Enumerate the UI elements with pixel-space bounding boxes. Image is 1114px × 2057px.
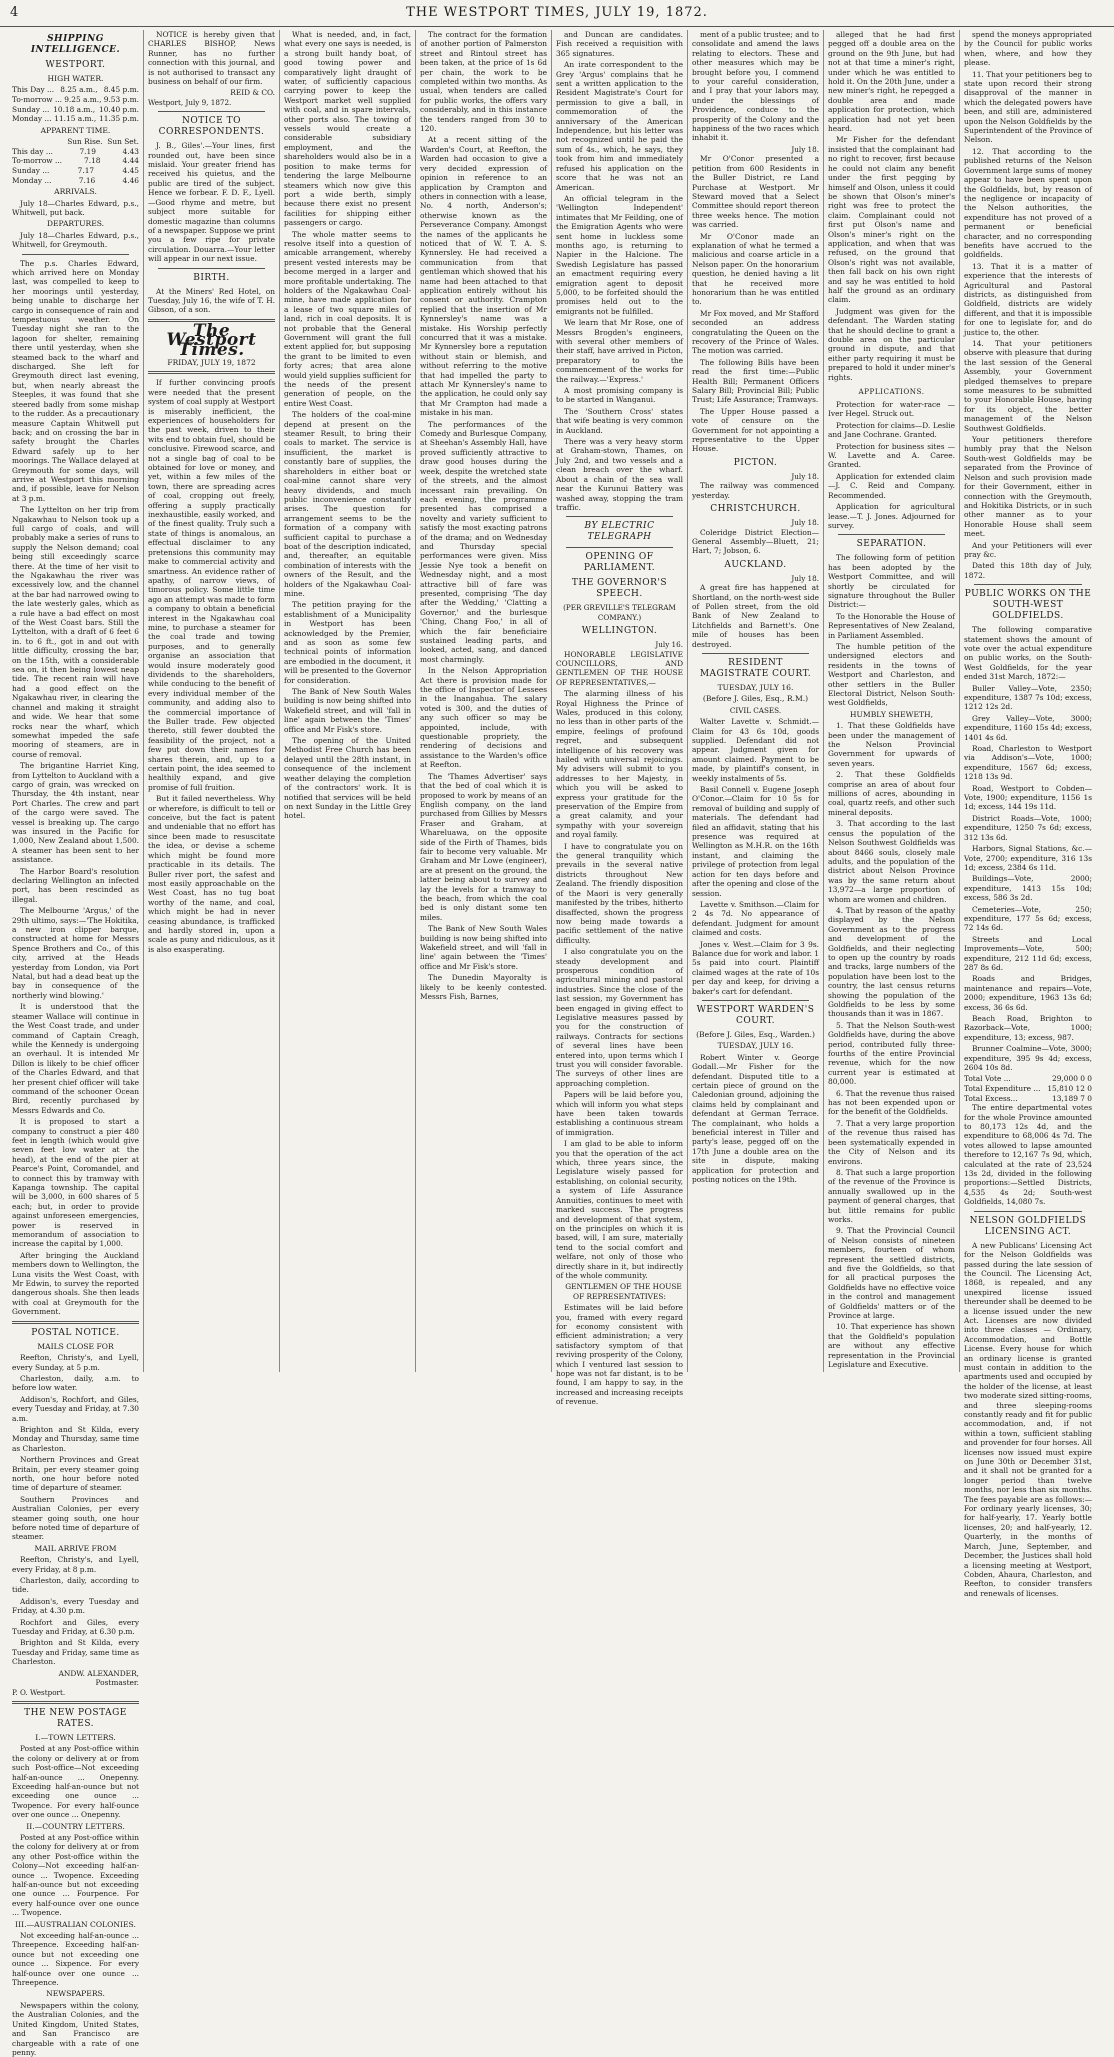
apparent-time-set: 4.45 [122, 165, 139, 175]
opening-of-parliament: OPENING OF PARLIAMENT. [583, 552, 656, 574]
public-works-item: Road, Charleston to Westport via Addison's—Vote, 1000; expenditure, 1567 6d; excess, 1218 13s 9d. [964, 744, 1092, 782]
news-paragraph: The performances of the Comedy and Burlesque Company, at Sheehan's Assembly Hall, have proved sufficiently attractive to draw good houses during the week, despite the wretched state of the streets, and the almost incessant rain prevailing. On each evening, the programme presented has comprised a novelty and variety sufficient to satisfy the most exacting patrons of the drama; and on Wednesday and Thursday special performances were given. Miss Jessie Nye took a benefit on Wednesday night, and a most attractive bill of fare was presented, comprising 'The day after the Wedding,' 'Clatting a Governor,' and the burlesque 'Ching, Chang Foo,' in all of which the fair beneficiaire sustained leading parts, and looked, acted, sang, and danced most charmingly. [420, 419, 547, 664]
application-item: Application for extended claim—J. C. Reid and Company. Recommended. [828, 471, 955, 500]
court-case: Walter Lavette v. Schmidt.—Claim for 43 6s 10d, goods supplied. Defendant did not appear. Judgment given for amount claimed. Payment to be made, by plaintiff's consent, in weekly instalments of 5s. [692, 717, 819, 783]
public-works-total-row [964, 1084, 1092, 1094]
public-works-total-row [964, 1094, 1092, 1104]
high-water-day: Monday ... [12, 114, 52, 124]
separation-intro: The following form of petition has been adopted by the Westport Committee, and will shortly be circulated for signature throughout the Buller District:— [828, 553, 955, 610]
petition-point: 9. That the Provincial Council of Nelson consists of nineteen members, fourteen of whom represent the settled districts, and five the Goldfields, so that for all practical purposes the Goldfields have no effective voice in the control and management of Goldfields' matters or of the Province at large. [828, 1226, 955, 1320]
christchurch-text: Coleridge District Election—General Assembly—Bluett, 21; Hart, 7; Jobson, 6. [692, 527, 819, 556]
mails-arrive-item: Charleston, daily, according to tide. [12, 1576, 139, 1595]
column-1 [8, 30, 144, 2057]
issue-date: FRIDAY, JULY 19, 1872 [167, 357, 256, 367]
high-water-row [12, 85, 139, 95]
apparent-time-label: APPARENT TIME. [40, 125, 111, 135]
apparent-time-rise: 7.18 [84, 156, 101, 166]
mails-close-item: Northern Provinces and Great Britain, per every steamer going north, one hour before noted time of departure of steamer. [12, 1455, 139, 1493]
australian-text: Not exceeding half-an-ounce ... Threepence. Exceeding half-an-ounce but not exceeding one ounce ... Sixpence. For every half-ounce over one ounce ... Threepence. [12, 1931, 139, 1988]
public-works-heading: PUBLIC WORKS ON THE SOUTH-WEST GOLDFIELDS. [964, 589, 1092, 622]
public-works-item: Beach Road, Brighton to Razorback—Vote, 1000; expenditure, 13; excess, 987. [964, 1014, 1092, 1042]
petition-point: 1. That these Goldfields have been under the management of the Nelson Provincial Government for upwards of seven years. [828, 721, 955, 768]
editorial-paragraph: If further convincing proofs were needed that the present system of coal supply at Westport is miserably inefficient, the experiences of householders for the past week, driven to their wits end to obtain fuel, should be conclusive. Firewood scarce, and not a single bag of coal to be obtained for love or money, and yet, within a few miles of the town, there are spreading acres of coal, cropping out freely, offering a supply practically inexhaustible, easily worked, and of the finest quality. Truly such a state of things is anomalous, an effectual disclaimer to any pretensions this community may make to commercial activity and smartness. An evidence rather of apathy, of narrow views, of timorous policy. Some little time ago an attempt was made to form a company to obtain a beneficial interest in the Ngakawhau coal mine, to purchase a steamer for the coal trade and towing purposes, and to generally organise an association that would insure moderately good dividends to the shareholders, while conducing to the benefit of every individual member of the community, and adding also to the commercial importance of the Buller trade. Few objected thereto, still fewer doubted the feasibility of the project, not a few put down their names for shares therein, and, up to a certain point, the idea seemed to healthily expand, and give promise of full fruition. [148, 378, 275, 792]
australian-label: III.—AUSTRALIAN COLONIES. [15, 1919, 136, 1929]
high-water-am: 10.18 a.m., [53, 104, 96, 114]
governors-speech: THE GOVERNOR'S SPEECH. [571, 578, 668, 600]
column-6 [688, 30, 824, 1372]
public-works-total-label: Total Excess... [964, 1093, 1018, 1103]
application-item: Application for agricultural lease.—T. J. Jones. Adjourned for survey. [828, 502, 955, 530]
high-water-table [12, 85, 139, 123]
application-item: Protection for water-race — Iver Hegel. Struck out. [828, 400, 955, 419]
shipping-paragraph: The p.s. Charles Edward, which arrived here on Monday last, was compelled to keep to her moorings until yesterday, being unable to discharge her cargo in consequence of rain and tempestuous weather. On Tuesday night she ran to the lagoon for shelter, remaining there until yesterday, when she steamed back to the wharf and discharged. She left for Greymouth direct last evening, but, when nearly abreast the Steeples, it was found that she steered badly from some mishap to the rudder. As a precautionary measure Captain Whitwell put back; and on crossing the bar in safety brought the Charles Edward safely up to her moorings. The Wallace delayed at Greymouth for some days, will arrive at Westport this morning and, if possible, leave for Nelson at 3 p.m. [12, 258, 139, 503]
apparent-time-row [12, 156, 139, 166]
petition-point: 8. That such a large proportion of the revenue of the Province is annually swallowed up in the payment of general charges, that but little remains for public works. [828, 1167, 955, 1224]
separation-heading: SEPARATION. [856, 539, 927, 550]
apparent-time-day: To-morrow ... [12, 156, 62, 166]
postmaster-title: Postmaster. [95, 1678, 139, 1688]
correspondents-text: J. B., Giles'.—Your lines, first rounded out, have been since mislaid. Your greater friend has received his quietus, and the public are tired of the subject. Hence we forbear. F. D. F., Lyell.—Good rhyme and metre, but subject more suitable for domestic magazine than columns of a newspaper. Suppose we print you a few ripe for private circulation. Douarra.—Your letter will appear in our next issue. [148, 141, 275, 264]
news-paragraph: and Duncan are candidates. Fish received a requisition with 365 signatures. [556, 30, 683, 58]
house-p3: Mr Fox moved, and Mr Stafford seconded an address congratulating the Queen on the recovery of the Prince of Wales. The motion was carried. [692, 308, 819, 356]
local-news [420, 30, 547, 1001]
apparent-time-set: 4.43 [122, 146, 139, 156]
editorial-paragraph: The whole matter seems to resolve itself into a question of amicable arrangement, whereby present vested interests may be become merged in a larger and more profitable undertaking. The holders of the Ngakawhau Coal-mine, have made application for a lease of two square miles of land, rich in coal deposits. It is not probable that the General Government will grant the full extent applied for, but supposing the grant to be limited to even forty acres; that area alone would yield supplies sufficient for the needs of the present generation of people, on the entire West Coast. [284, 229, 411, 408]
petition-point: 12. That according to the published returns of the Nelson Government large sums of money appear to have been spent upon the Goldfields, but, by reason of the negligence or incapacity of the Nelson authorities, the expenditure has not proved of a permanent or beneficial character, and no corresponding benefits have accrued to the goldfields. [964, 146, 1092, 260]
newspapers-text: Newspapers within the colony, the Australian Colonies, and the United Kingdom, United States, and San Francisco are chargeable with a rate of one penny. [12, 2000, 139, 2057]
apparent-time-row [12, 166, 139, 176]
news-paragraph: There was a very heavy storm at Graham-stown, Thames, on July 2nd, and two vessels and a clean breach over the wharf. About a chain of the sea wall near the Kurunui Battery was washed away, stopping the tram traffic. [556, 437, 683, 512]
public-works-text: The entire departmental votes for the whole Province amounted to 80,173 12s 4d, and the expenditure to 68,006 4s 7d. The votes allowed to lapse amounted therefore to 12,167 7s 9d, which, calculated at the rate of 23,524 13s 2d, divided in the following proportions:—Settled Districts, 4,535 4s 2d; South-west Goldfields, 14,080 7s. [964, 1103, 1092, 1207]
petition-point: 3. That according to the last census the population of the Nelson Southwest Goldfields was about 8466 souls, closely male adults, and the population of the district about Nelson Province was by the same return about 13,972—a large proportion of whom are women and children. [828, 819, 955, 904]
separation-points-continued [964, 70, 1092, 433]
house-p5: The Upper House passed a vote of censure on the Government for not appointing a representative to the Upper House. [692, 406, 819, 454]
mails-close-item: Brighton and St Kilda, every Monday and Thursday, same time as Charleston. [12, 1424, 139, 1453]
shipping-paragraph: After bringing the Auckland members down to Wellington, the Luna visits the West Coast, with Mr Edwin, to survey the reported dangerous shoals. She then leads with coal at Greymouth for the Government. [12, 1250, 139, 1317]
editorial-paragraph: But it failed nevertheless. Why or wherefore, is difficult to tell or conceive, but the fact is patent and undeniable that no effort has since been made to resuscitate the idea, or devise a scheme which might be found more practicable in its details. The Buller river port, the safest and most easily approachable on the West Coast, has no tug boat worthy of the name, and coal, which might be had in never ceasing abundance, is trafficked and hardly stored in, upon a scale as puny and ridiculous, as it is also exasperating. [148, 794, 275, 954]
editorial [148, 378, 275, 954]
court-case: Jones v. West.—Claim for 3 9s. Balance due for work and labor. 1 5s paid into court. Plaintiff claimed wages at the rate of 10s per day and keep, for driving a baker's cart for defendant. [692, 939, 819, 996]
shipping-heading: SHIPPING INTELLIGENCE. [30, 34, 121, 55]
town-letters-label: I.—TOWN LETTERS. [35, 1732, 116, 1742]
speech-paragraph: I have to congratulate you on the general tranquility which prevails in the several native districts throughout New Zealand. The friendly disposition of the Maori is very generally manifested by the tribes, hitherto disaffected, shown the progress now being made towards a pacific settlement of the native difficulty. [556, 841, 683, 945]
public-works-total-value: 15,810 12 0 [1047, 1084, 1092, 1094]
news-paragraphs [556, 30, 683, 512]
column-5 [552, 30, 688, 1407]
auckland-date: July 18. [791, 573, 819, 583]
application-item: Protection for business sites — W. Lavette and A. Caree. Granted. [828, 441, 955, 470]
apparent-time-day: Sunday ... [12, 165, 50, 175]
editorial-paragraph: The opening of the United Methodist Free Church has been delayed until the 28th instant, in consequence of the inclement weather delaying the completion of the contractors' work. It is notified that services will be held on next Sunday in the Little Grey hotel. [284, 736, 411, 821]
auckland-text: A great fire has happened at Shortland, on the north-west side of Pollen street, from the old Bank of New Zealand to Litchfields and Barnett's. One mile of houses has been destroyed. [692, 583, 819, 649]
page-number: 4 [10, 5, 19, 20]
column-7 [824, 30, 960, 1372]
high-water-pm: 10.40 p.m. [99, 104, 139, 114]
petition-point: 7. That a very large proportion of the revenue thus raised has been systematically expended in the City of Nelson and its environs. [828, 1118, 955, 1166]
house-date: July 18. [791, 144, 819, 154]
shipping-paragraph: The Melbourne 'Argus,' of the 29th ultimo, says:—'The Hokitika, a new iron clipper barque, constructed at home for Messrs Spence Brothers and Co., of this city, arrived at the Heads yesterday from London, via Port Natal, but had a dead beat up the bay in consequence of the northerly wind blowing.' [12, 906, 139, 1000]
petition-point: 2. That these Goldfields comprise an area of about four millions of acres, abounding in coal, quartz reefs, and other such mineral deposits. [828, 770, 955, 817]
humbly-sheweth: HUMBLY SHEWETH, [849, 709, 934, 719]
public-works-item: Streets and Local Improvements—Vote, 500; expenditure, 212 11d 6d; excess, 287 8s 6d. [964, 934, 1092, 972]
high-water-day: Sunday ... [12, 104, 50, 114]
country-letters-text: Posted at any Post-office within the colony for delivery at or from any other Post-office within the Colony—Not exceeding half-an-ounce ... Twopence. Exceeding half-an-ounce but not exceeding one ounce ... Fourpence. For every half-ounce over one ounce ... Twopence. [12, 1832, 139, 1918]
speech-paragraphs [556, 689, 683, 1280]
public-works-items [964, 684, 1092, 1073]
running-head: THE WESTPORT TIMES, JULY 19, 1872. [406, 5, 708, 20]
column-4 [416, 30, 552, 1372]
public-works-item: District Roads—Vote, 1000; expenditure, 1250 7s 6d; excess, 312 13s 6d. [964, 813, 1092, 842]
shipping-paragraph: The Lyttelton on her trip from Ngakawhau to Nelson took up a full cargo of coals, and will probably make a series of runs to supply the Nelson demand; coal being still exceedingly scarce there. At the time of her visit to the Ngakawhau the river was excessively low, and the channel at the bar had narrowed owing to the late westerly gales, which as a rule have a bad effect on most of the West Coast bars. Still the Lyttelton, with a draft of 6 feet 6 in. to 6 ft., got in and out with little difficulty, crossing the bar, on the 15th, with a considerable sea on, it then being lowest neap tide. The recent rain will have had a good effect on the Ngakawhau river, in clearing the channel and making it straight and wide. We hear that some rocks near the wharf, which somewhat impeded the safe mooring of steamers, are in course of removal. [12, 505, 139, 759]
masthead [0, 0, 1114, 27]
speech-address: HONORABLE LEGISLATIVE COUNCILLORS, AND GENTLEMEN OF THE HOUSE OF REPRESENTATIVES,— [556, 649, 683, 687]
speech-gentlemen: GENTLEMEN OF THE HOUSE OF REPRESENTATIVES: [565, 1282, 682, 1301]
shipping-paragraph: The Harbor Board's resolution declaring Wellington an infected port, has been rescinded as illegal. [12, 866, 139, 904]
speech-paragraph: I also congratulate you on the steady development and prosperous condition of agricultural mining and pastoral industries. Since the close of the last session, my Government has been engaged in giving effect to Legislative measures passed by you for the construction of railways. Contracts for sections of several lines have been entered into, upon terms which I trust you will consider favorable. The surveys of other lines are approaching completion. [556, 947, 683, 1088]
apparent-time-header [12, 137, 139, 147]
house-p2: Mr O'Conor made an explanation of what he termed a malicious and coarse article in a Nelson paper. On the honorarium question, he denied having a lit that he received more honorarium than he was entitled to. [692, 231, 819, 307]
mails-arrive-item: Rochfort and Giles, every Tuesday and Friday, at 6.30 p.m. [12, 1617, 139, 1637]
apparent-time-rise: 7.16 [78, 175, 96, 185]
postage-heading: THE NEW POSTAGE RATES. [24, 1707, 127, 1729]
christchurch-heading: CHRISTCHURCH. [710, 504, 801, 515]
postal-heading: POSTAL NOTICE. [31, 1327, 120, 1338]
rm-court-heading: RESIDENT MAGISTRATE COURT. [699, 657, 812, 679]
shipping-subheading: WESTPORT. [45, 60, 106, 70]
country-letters-label: II.—COUNTRY LETTERS. [26, 1821, 125, 1831]
applications-list [828, 400, 955, 530]
high-water-pm: 11.35 p.m. [99, 114, 139, 124]
news-paragraph: The contract for the formation of another portion of Palmerston street and Rintoul street has been taken, at the price of 1s 6d per chain, the work to be completed within two months. As usual, when tenders are called for public works, the offers vary considerably, and in this instance the tenders ranged from 30 to 120. [420, 30, 547, 134]
apparent-time-set: 4.46 [122, 175, 139, 185]
column-3 [280, 30, 416, 1372]
apparent-time-row [12, 176, 139, 186]
high-water-pm: 8.45 p.m. [103, 85, 139, 95]
newspaper-nameplate: The Westport Times. [166, 320, 257, 360]
columns [8, 30, 1108, 2057]
news-paragraph: The 'Thames Advertiser' says that the bed of coal which it is proposed to work by means of an English company, on the land purchased from Gillies by Messrs Fraser and Graham, at Whareluawa, on the opposite side of the Firth of Thames, bids fair to become very valuable. Mr Graham and Mr Lowe (engineer), are at present on the ground, the latter being about to survey and lay the levels for a tramway to the beach, from which the coal bed is only distant some ten miles. [420, 771, 547, 922]
licensing-text: A new Publicans' Licensing Act for the Nelson Goldfields was passed during the late session of the Council. The Licensing Act, 1868, is repealed, and any unexpired license issued thereunder shall be deemed to be a license issued under the new Act. Licenses are now divided into three classes — Ordinary, Accommodation, and Bottle License. Every house for which an ordinary license is granted must contain in addition to the apartments used and occupied by the holder of the license, at least two moderate sized sitting-rooms, and three sleeping-rooms constantly ready and fit for public accommodation, and, if not within a town, sufficient stabling and provender for four horses. All licenses now issued must expire on June 30th or December 31st, and it shall not be granted for a longer period than twelve months, nor less than six months. The fees payable are as follows:—For ordinary yearly licenses, 30; for half-yearly, 17. Yearly bottle licenses, 20; and half-yearly, 12. Quarterly, in the months of March, June, September, and December, the Justices shall hold a licensing meeting at Westport, Cobden, Ahaura, Charleston, and Reefton, to consider transfers and renewals of licenses. [964, 1240, 1092, 1598]
public-works-item: Harbors, Signal Stations, &c.—Vote, 2700; expenditure, 316 13s 1d; excess, 2384 6s 11d. [964, 844, 1092, 872]
mails-close-list [12, 1353, 139, 1542]
apparent-time-rise: 7.19 [79, 146, 96, 156]
mails-close-item: Southern Provinces and Australian Colonies, per every steamer going south, one hour before noted time of departure of steamer. [12, 1494, 139, 1542]
departures-text: July 18—Charles Edward, p.s., Whitwell, for Greymouth. [12, 230, 139, 250]
public-works-intro: The following comparative statement shows the amount of vote over the actual expenditure on public works, on the South-West Goldfields, for the year ended 31st March, 1872:— [964, 625, 1092, 682]
court-case: Basil Connell v. Eugene Joseph O'Conor.—Claim for 10 5s for removal of building and supply of materials. The defendant had filed an affidavit, stating that his presence was required at Wellington as M.H.R. on the 16th instant, and claiming the privilege of protection from legal action for ten days before and after the opening and close of the session. [692, 785, 819, 898]
petition-point: 5. That the Nelson South-west Goldfields have, during the above period, contributed fully three-fourths of the entire Provincial revenue, which for the now current year is estimated at 80,000. [828, 1020, 955, 1087]
high-water-label: HIGH WATER. [47, 74, 104, 83]
separation-address: To the Honorable the House of Representatives of New Zealand, in Parliament Assembled. [828, 611, 955, 640]
telegraph-heading: BY ELECTRIC TELEGRAPH [584, 521, 655, 543]
petition-point: 11. That your petitioners beg to state upon record their strong disapproval of the manner in which the delegated powers have been, and still are, administered upon the Nelson Goldfields by the Superintendent of the Province of Nelson. [964, 69, 1092, 145]
high-water-row [12, 114, 139, 124]
christchurch-date: July 18. [791, 518, 819, 528]
petition-point: 4. That by reason of the apathy displayed by the Nelson Government as to the progress and development of the Goldfields, and their neglecting to open up the country by roads and tracks, large numbers of the population have been lost to the country, the last census returns showing the population of the Goldfields to be less by some thousands than it was in 1867. [828, 905, 955, 1019]
public-works-item: Road, Westport to Cobden—Vote, 1900; expenditure, 1156 1s 1d; excess, 144 19s 11d. [964, 783, 1092, 812]
correspondents-heading: NOTICE TO CORRESPONDENTS. [158, 116, 265, 138]
application-item: Protection for claims—D. Leslie and Jane Cochrane. Granted. [828, 420, 955, 440]
separation-points [828, 721, 955, 1369]
public-works-item: Buildings—Vote, 2000; expenditure, 1413 15s 10d; excess, 586 3s 2d. [964, 874, 1092, 903]
speech-estimates: Estimates will be laid before you, framed with every regard for economy consistent with efficient administration; a very satisfactory symptom of that reviving prosperity of the Colony, which I ventured last session to hope was not far distant, is to be found, I am happy to say, in the increased and increasing receipts of revenue. [556, 1303, 683, 1407]
warden-court-heading: WESTPORT WARDEN'S COURT. [696, 1004, 815, 1026]
editorial-paragraph: What is needed, and, in fact, what every one says is needed, is a strong built handy boat, of good towing power and comparatively light draught of water, of sufficiently capacious carrying power to keep the Westport market well supplied with coal, and in spare intervals, other ports also. The towing of vessels would create a considerable subsidiary employment, and the shareholders would also be in a position to make terms for tendering the large Melbourne steamers which now give this port a wide berth, simply because there exist no present facilities for shipping either passengers or cargo. [284, 30, 411, 228]
news-paragraph: The 'Southern Cross' states that wife beating is very common in Auckland. [556, 406, 683, 435]
public-works-total-label: Total Vote ... [964, 1074, 1011, 1084]
newspapers-label: NEWSPAPERS. [46, 1989, 105, 1999]
speech-paragraph: I am glad to be able to inform you that the operation of the act which, three years since, the Legislature wisely passed for establishing, on colonial security, a system of Life Assurance Annuities, continues to meet with marked success. The progress and development of that system, on the principles on which it is based, will, I am sure, materially tend to the social comfort and welfare, not only of those who directly share in it, but indirectly of the whole community. [556, 1139, 683, 1280]
departures-label: DEPARTURES. [46, 219, 105, 229]
speech-paragraph: Papers will be laid before you, which will inform you what steps have been taken towards establishing a continuous stream of immigration. [556, 1090, 683, 1137]
warden-court-before: (Before J. Giles, Esq., Warden.) [696, 1029, 815, 1039]
mails-arrive-item: Reefton, Christy's, and Lyell, every Friday, at 8 p.m. [12, 1555, 139, 1574]
news-paragraph: In the Nelson Appropriation Act there is provision made for the office of Inspector of Lessees in the Inangahua. The salary voted is 300, and the duties of any such officer so may be appointed, include, with questionable propriety, the rendering of decisions and assistance to the Warden's office at Reefton. [420, 666, 547, 770]
warden-court-paragraph: alleged that he had first pegged off a double area on the ground on the 9th June, but had not at that time a miner's right, under which he was entitled to hold it. On the 20th June, under a new miner's right, he repegged a double area and made application for protection, which application had not yet been heard. [828, 30, 955, 134]
shipping-paragraph: It is proposed to start a company to construct a pier 480 feet in length (which would give seven feet low water at the head), at the end of the pier at Pearce's Point, Coromandel, and to connect this by tramway with Kapanga township. The capital will be 3,000, in 600 shares of 5 each; but, in order to provide against unforeseen emergencies, power is reserved in memorandum of association to increase the capital by 1,000. [12, 1117, 139, 1249]
bishop-notice-date: Westport, July 9, 1872. [148, 97, 232, 107]
separation-continued: spend the moneys appropriated by the Council for public works when, where, and how they please. [964, 30, 1092, 68]
high-water-row [12, 105, 139, 115]
shipping-paragraph: The brigantine Harriet King, from Lyttelton to Auckland with a cargo of grain, was wrecked on Thursday, the 4th instant, near Port Charles. The crew and part of the cargo were saved. The vessel is breaking up. The cargo was insured in the Pacific for 1,000, New Zealand about 1,500. A steamer has been sent to her assistance. [12, 761, 139, 865]
separation-petition: The humble petition of the undersigned electors and residents in the towns of Westport and Charleston, and other settlers in the Buller Electoral District, Nelson South-west Goldfields, [828, 641, 955, 708]
editorial-paragraph: The petition praying for the establishment of a Municipality in Westport has been acknowledged by the Premier, and as soon as some few technical points of information are embodied in the document, it will be presented to the Governor for consideration. [284, 600, 411, 685]
mails-arrive-item: Brighton and St Kilda, every Tuesday and Friday, same time as Charleston. [12, 1638, 140, 1667]
petition-point: 6. That the revenue thus raised has not been expended upon or for the benefit of the Goldfields. [828, 1088, 955, 1117]
news-paragraph: An official telegram in the 'Wellington Independent' intimates that Mr Feilding, one of the Emigration Agents who were sent home in luckless some months ago, is returning to Napier in the Halcione. The Swedish Legislature has passed an emactment requiring every emigration agent to deposit 5,000, to be forfeited should the promises held out to the emigrants not be fulfilled. [556, 193, 683, 316]
sun-rise-label: Sun Rise. [67, 137, 103, 147]
public-works-item: Cemeteries—Vote, 250; expenditure, 177 5s 6d; excess, 72 14s 6d. [964, 904, 1092, 933]
public-works-item: Roads and Bridges, maintenance and repairs—Vote, 2000; expenditure, 1963 13s 6d; excess, 36 6s 6d. [964, 974, 1092, 1012]
high-water-day: To-morrow ... [12, 95, 62, 104]
editorial-paragraph: The holders of the coal-mine depend at present on the steamer Result, to bring their coals to market. The service is insufficient, the market is constantly bare of supplies, the shareholders in either boat or coal-mine cannot share very heavy dividends, and much public inconvenience constantly arises. The question for arrangement seems to be the formation of a company with sufficient capital to purchase a boat of the description indicated, and, thereafter, an equitable combination of interests with the owners of the Result, and the holders of the Ngakawhau Coal-mine. [284, 410, 411, 598]
applications-heading: APPLICATIONS. [858, 387, 925, 397]
news-paragraph: We learn that Mr Rose, one of Messrs Brogden's engineers, with several other members of their staff, have arrived in Picton, preparatory to the commencement of the works for the railway.—'Express.' [556, 318, 683, 384]
separation-dated: Dated this 18th day of July, 1872. [964, 561, 1092, 580]
news-paragraph: At a recent sitting of the Warden's Court, at Reefton, the Warden had occasion to give a very decided expression of opinion in reference to an application by Crampton and others in connection with a lease, No. 4 north, Anderson's; otherwise known as the Perseverance Company. Amongst the names of the applicants he noticed that of W. T. A. S. Kynnersley. He had received a communication from that gentleman which showed that his name had been attached to that application entirely without his consent or authority. Crampton replied that the insertion of Mr Kynnersley's name was a mistake. His Worship perfectly concurred that it was a mistake. Mr Kynnersley bore a reputation without stain or blemish, and without referring to the motive that had impelled the party to attach Mr Kynnersley's name to the application, he could only say that Mr Crampton had made a mistake in his man. [420, 135, 547, 418]
petition-point: 10. That experience has shown that the Goldfield's population are without any effective representation in the Provincial Legislature and Executive. [828, 1322, 955, 1370]
apparent-time-rise: 7.17 [77, 165, 95, 175]
column-8 [960, 30, 1096, 1598]
arrivals-text: July 18—Charles Edward, p.s., Whitwell, put back. [12, 198, 139, 217]
mails-close-label: MAILS CLOSE FOR [37, 1341, 114, 1351]
sun-set-label: Sun Set. [107, 137, 139, 147]
high-water-am: 11.15 a.m., [54, 114, 97, 124]
licensing-heading: NELSON GOLDFIELDS LICENSING ACT. [969, 1215, 1087, 1237]
rm-cases [692, 717, 819, 996]
news-paragraph: A most promising company is to be started in Wanganui. [556, 386, 683, 405]
wellington-heading: WELLINGTON. [581, 626, 658, 637]
mails-close-item: Reefton, Christy's, and Lyell, every Sunday, at 5 p.m. [12, 1353, 139, 1372]
high-water-am: 8.25 a.m., [60, 85, 98, 95]
post-office: P. O. Westport. [12, 1687, 66, 1697]
petition-point: 14. That your petitioners observe with pleasure that during the last session of the General Assembly, your Government pledged themselves to prepare some measures to be submitted to your Honorable House, having for its object, the better management of the Nelson Southwest Goldfields. [964, 339, 1092, 433]
apparent-time-row [12, 147, 139, 157]
birth-heading: BIRTH. [193, 272, 230, 283]
auckland-heading: AUCKLAND. [724, 559, 787, 570]
editorial-paragraph: The Bank of New South Wales building is now being shifted into Wakefield street, and will 'fall in line' again between the 'Times' office and Mr Fisk's store. [284, 687, 411, 734]
civil-cases-label: CIVIL CASES. [729, 705, 782, 715]
petition-point: 13. That it is a matter of experience that the interests of Agricultural and Pastoral districts, as distinguished from Goldfield, districts are widely different, and that it is impossible for one to legislate for, and do justice to, the other. [964, 261, 1092, 337]
news-paragraph: The Bank of New South Wales building is now being shifted into Wakefield street, and will 'fall in line' again between the 'Times' office and Mr Fisk's store. [420, 924, 547, 971]
shipping-paragraphs [12, 259, 139, 1317]
mails-arrive-list [12, 1555, 139, 1666]
apparent-time-day: This day ... [12, 146, 53, 156]
public-works-total-value: 13,189 7 0 [1052, 1093, 1092, 1103]
public-works-item: Buller Valley—Vote, 2350; expenditure, 1387 7s 10d; excess, 1212 12s 2d. [964, 683, 1092, 712]
postmaster-name: ANDW. ALEXANDER, [58, 1668, 139, 1678]
arrivals-label: ARRIVALS. [54, 187, 97, 197]
town-letters-text: Posted at any Post-office within the colony or delivery at or from such Post-office—Not exceeding half-an-ounce ... Onepenny. Exceeding half-an-ounce but not exceeding one ounce ... Twopence. For every half-ounce over one ounce ... Onepenny. [12, 1744, 139, 1820]
warden-court-paragraph: Mr Fisher for the defendant insisted that the complainant had no right to recover, first because he could not claim any benefit under the first pegging by himself and Olson, unless it could be shown that Olson's miner's right was free to protect the claim. Complainant could not first put Olson's name and Olson's miner's right on the application, and when that was refused, on the ground that Olson's right was not available, then fall back on his own right and say he was entitled to hold half the ground as an ordinary claim. [828, 135, 955, 305]
speech-conclusion: ment of a public trustee; and to consolidate and amend the laws relating to electors. These and other measures which may be brought before you, I commend to your careful consideration, and I pray that your labors may, under the blessings of Providence, conduce to the prosperity of the Colony and the happiness of the two races which inhabit it. [692, 30, 819, 143]
apparent-time-table [12, 147, 139, 185]
public-works-total-value: 29,000 0 0 [1052, 1074, 1092, 1084]
house-p4: The following Bills have been read the first time:—Public Health Bill; Permanent Officers Salary Bill; Provincial Bill; Public Trust; Life Assurance; Tramways. [692, 357, 819, 405]
shipping-paragraph: It is understood that the steamer Wallace will continue in the West Coast trade, and under command of Captain Creagh, while the Kennedy is undergoing an overhaul. It is intended Mr Dillon is likely to be chief officer of the Charles Edward, and that her present chief officer will take command of the schooner Ocean Bird, recently purchased by Messrs Edwards and Co. [12, 1002, 139, 1115]
mails-close-item: Charleston, daily, a.m. to before low water. [12, 1373, 139, 1393]
bishop-notice-firm: REID & CO. [230, 88, 275, 98]
rm-court-date: TUESDAY, JULY 16. [717, 682, 794, 692]
rm-court-before: (Before J. Giles, Esq., R.M.) [702, 694, 809, 704]
news-paragraph: The Dunedin Mayoralty is likely to be keenly contested. Messrs Fish, Barnes, [420, 973, 547, 1002]
mails-close-item: Addison's, Rochfort, and Giles, every Tuesday and Friday, at 7.30 a.m. [12, 1394, 139, 1423]
public-works-totals [964, 1074, 1092, 1103]
apparent-time-set: 4.44 [122, 156, 139, 166]
separation-closing: And your Petitioners will ever pray &c. [964, 540, 1092, 559]
separation-prayer: Your petitioners therefore humbly pray that the Nelson South-west Goldfields may be separated from the Province of Nelson and such provision made for their Government, either in connection with the Greymouth, and Hokitika Districts, or in such other manner as to your Honorable House shall seem meet. [964, 435, 1092, 539]
warden-court-text: Robert Winter v. George Godall.—Mr Fisher for the defendant. Disputed title to a certain piece of ground on the Caledonian ground, adjoining the claims held by complainant and defendant at German Terrace. The complainant, who holds a beneficial interest in Tiller and party's lease, pegged off on the 17th June a double area on the site in dispute, making application for protection and posting notices on the 19th. [692, 1052, 819, 1185]
high-water-pm: 9.53 p.m. [103, 95, 139, 104]
column-2 [144, 30, 280, 1372]
warden-court-continued [828, 30, 955, 382]
picton-date: July 18. [791, 471, 819, 481]
high-water-row [12, 95, 139, 105]
apparent-time-day: Monday ... [12, 175, 52, 185]
public-works-total-row [964, 1074, 1092, 1084]
telegram-source: (PER GREVILLE'S TELEGRAM COMPANY.) [563, 603, 676, 622]
court-case: Lavette v. Smithson.—Claim for 2 4s 7d. No appearance of defendant. Judgment for amount claimed and costs. [692, 899, 819, 938]
mails-arrive-label: MAIL ARRIVE FROM [34, 1543, 117, 1553]
news-paragraph: An irate correspondent to the Grey 'Argus' complains that he sent a written application to the Resident Magistrate's Court for permission to give a ball, in commemoration of the anniversary of the American Independence, but his letter was not recognized until he paid the sum of 4s., which, he says, they took from him and immediately refused his application on the score that he was not an American. [556, 60, 683, 192]
bishop-notice: NOTICE is hereby given that CHARLES BISHOP, News Runner, has no further connection with this journal, and is not authorised to transact any business on behalf of our firm. [148, 30, 275, 87]
high-water-am: 9.25 a.m., [64, 95, 102, 104]
public-works-item: Grey Valley—Vote, 3000; expenditure, 1160 15s 4d; excess, 1401 4s 6d. [964, 713, 1092, 742]
mails-arrive-item: Addison's, every Tuesday and Friday, at 4.30 p.m. [12, 1596, 139, 1616]
speech-paragraph: The alarming illness of his Royal Highness the Prince of Wales, produced in this colony, no less than in other parts of the empire, feelings of profound regret, and subsequent intelligence of his recovery was hailed with universal rejoicings. My advisers will submit to you addresses to her Majesty, in which you will be asked to express your gratitude for the preservation of the Empire from a great calamity, and your sympathy with your sovereign and royal family. [556, 689, 683, 840]
wellington-date: July 16. [655, 640, 683, 650]
high-water-day: This Day ... [12, 85, 55, 95]
public-works-item: Brunner Coalmine—Vote, 3000; expenditure, 395 9s 4d; excess, 2604 10s 8d. [964, 1044, 1092, 1073]
editorial-continued [284, 30, 411, 821]
warden-court-date: TUESDAY, JULY 16. [717, 1041, 794, 1051]
house-p1: Mr O'Conor presented a petition from 600 Residents in the Buller District, re Land Purchase at Westport. Mr Steward moved that a Select Committee should report thereon three weeks hence. The motion was carried. [692, 154, 819, 230]
warden-court-paragraph: Judgment was given for the defendant. The Warden stating that he should decline to grant a double area on the particular ground in dispute, and that either party requiring it must be prepared to hold it under miner's rights. [828, 306, 955, 382]
picton-heading: PICTON. [733, 457, 778, 468]
public-works-total-label: Total Expenditure ... [964, 1084, 1041, 1094]
picton-text: The railway was commenced yesterday. [692, 481, 819, 500]
birth-text: At the Miners' Red Hotel, on Tuesday, July 16, the wife of T. H. Gibson, of a son. [148, 286, 275, 315]
